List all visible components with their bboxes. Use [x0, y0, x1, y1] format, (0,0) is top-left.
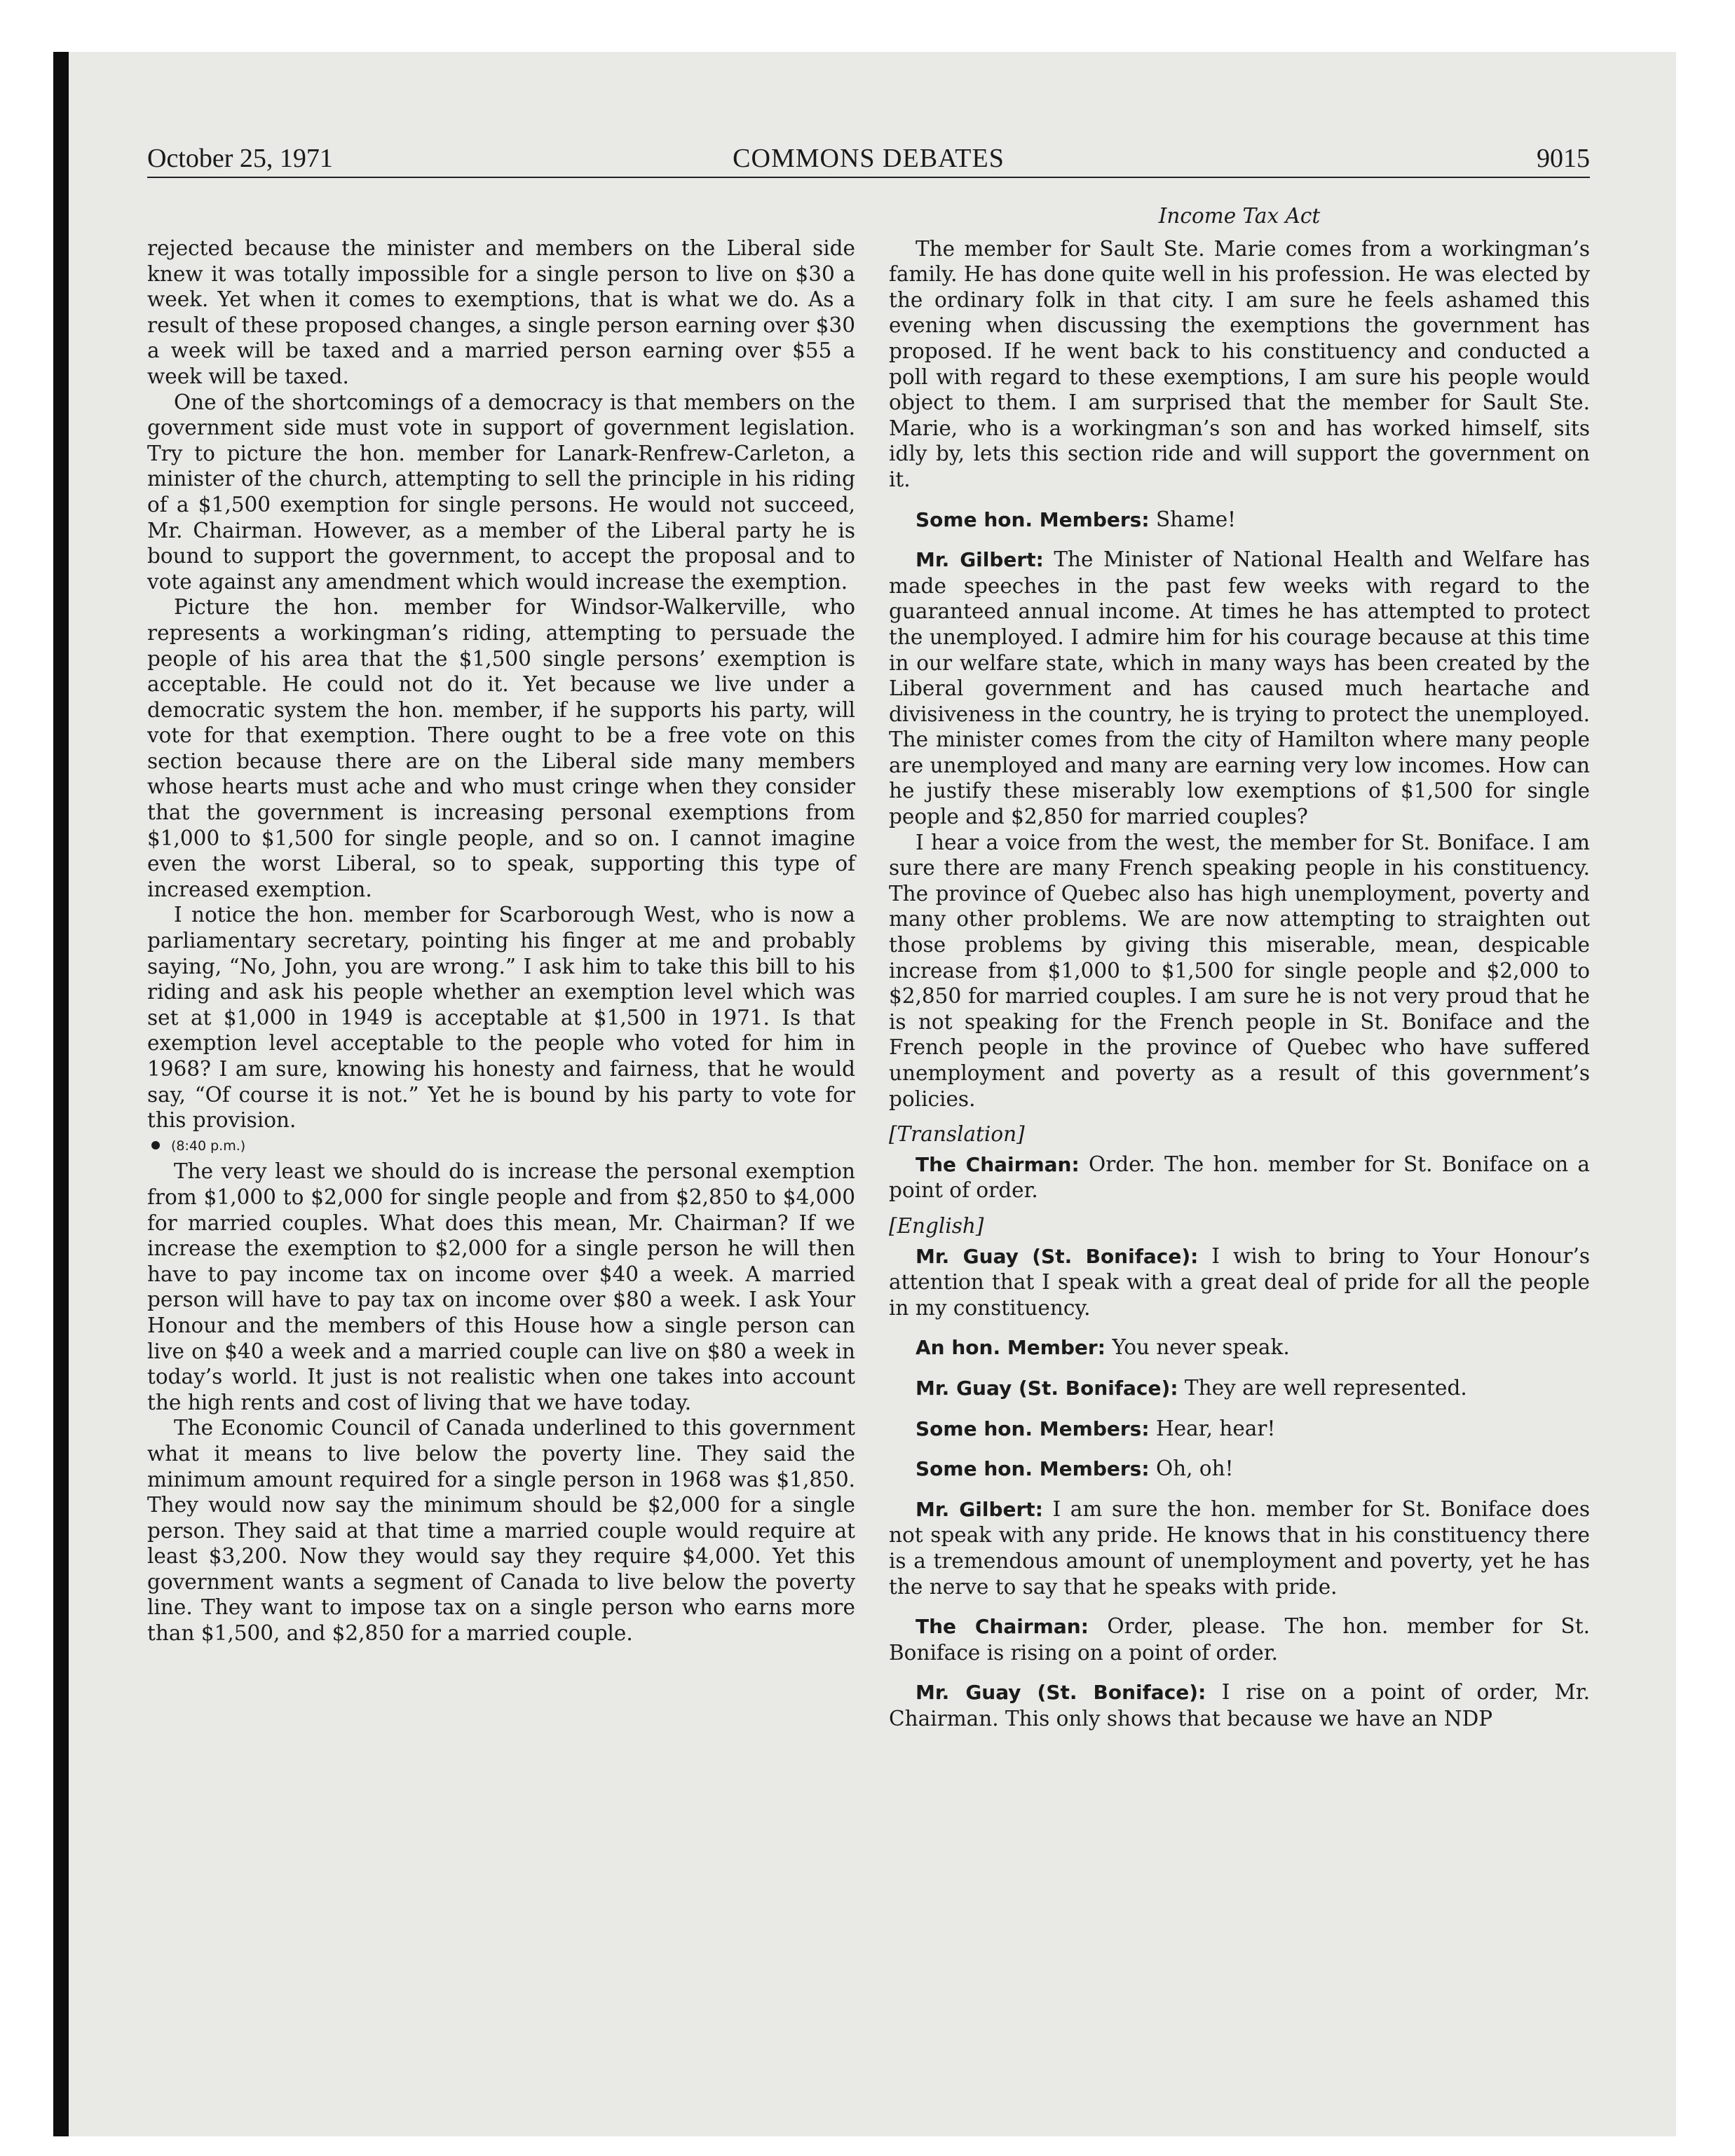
procedural-note: [Translation] — [889, 1122, 1025, 1147]
speaker-name: An hon. Member: — [916, 1336, 1105, 1360]
binding-edge — [53, 52, 69, 2136]
speech-text: Hear, hear! — [1155, 1416, 1276, 1440]
speech-entry — [889, 1375, 1590, 1402]
left-column — [147, 236, 855, 1646]
speech-entry — [889, 1416, 1590, 1442]
speaker-name: Some hon. Members: — [916, 1457, 1150, 1481]
speaker-name: The Chairman: — [916, 1615, 1089, 1639]
header-title: COMMONS DEBATES — [733, 144, 1005, 173]
paragraph: I hear a voice from the west, the member for St. Boniface. I am sure there are many French speaking people in his constituency. The province of Quebec also has high unemployment, poverty and many other problems. We are now attempting to straighten out those problems by giving this miserable, mean, despicable increase from $1,000 to $1,500 for single people and $2,000 to $2,850 for married couples. I am sure he is not very proud that he is not speaking for the French people in St. Boniface and the French people in the province of Quebec who have suffered unemployment and poverty as a result of this government’s policies. — [889, 830, 1590, 1111]
speaker-name: Mr. Guay (St. Boniface): — [916, 1376, 1178, 1400]
speech-entry — [889, 547, 1590, 830]
speech-text: Shame! — [1155, 507, 1237, 531]
bullet-icon — [151, 1141, 160, 1149]
speaker-name: Some hon. Members: — [916, 1417, 1150, 1440]
speech-entry — [889, 1335, 1590, 1361]
paragraph: The Economic Council of Canada underlined to this government what it means to live below the poverty line. They said the minimum amount required for a single person in 1968 was $1,850. They would now say the minimum should be $2,000 for a single person. They said at that time a married couple would require at least $3,200. Now they would say they require $4,000. Yet this government wants a segment of Canada to live below the poverty line. They want to impose tax on a single person who earns more than $1,500, and $2,850 for a married couple. — [147, 1416, 855, 1646]
speaker-name: Mr. Guay (St. Boniface): — [916, 1681, 1206, 1705]
speech-text: I wish to bring to Your Honour’s attention that I speak with a great deal of pride for all the people in my constituency. — [889, 1243, 1590, 1320]
speaker-name: Mr. Guay (St. Boniface): — [916, 1244, 1199, 1268]
speech-entry — [889, 1679, 1590, 1731]
speech-text: The Minister of National Health and Welfare has made speeches in the past few weeks with regard to the guaranteed annual income. At times he has attempted to protect the unemployed. I admire him for his courage because at this time in our welfare state, which in many ways has been created by the Liberal government and has caused much heartache and divisiveness in the country, he is trying to protect the unemployed. The minister comes from the city of Hamilton where many people are unemployed and many are earning very low incomes. How can he justify these miserably low exemptions of $1,500 for single people and $2,850 for married couples? — [889, 547, 1591, 829]
speech-text: They are well represented. — [1184, 1375, 1467, 1400]
speech-entry — [889, 1613, 1590, 1665]
speech-entry — [889, 1243, 1590, 1321]
speaker-name: Mr. Gilbert: — [916, 1497, 1043, 1521]
paragraph: The very least we should do is increase the personal exemption from $1,000 to $2,000 for single people and from $2,850 to $4,000 for married couples. What does this mean, Mr. Chairman? If we increase the exemption to $2,000 for a single person he will then have to pay income tax on income over $40 a week. A married person will have to pay tax on income over $80 a week. I ask Your Honour and the members of this House how a single person can live on $40 a week and a married couple can live on $80 a week in today’s world. It just is not realistic when one takes into account the high rents and cost of living that we have today. — [147, 1159, 855, 1414]
speaker-name: The Chairman: — [916, 1152, 1080, 1176]
speech-entry — [889, 1152, 1590, 1203]
header-page-number: 9015 — [1537, 144, 1590, 173]
paragraph: One of the shortcomings of a democracy is that members on the government side must vote in support of government legislation. Try to picture the hon. member for Lanark-Renfrew-Carleton, a minister of the church, attempting to sell the principle in his riding of a $1,500 exemption for single persons. He would not succeed, Mr. Chairman. However, as a member of the Liberal party he is bound to support the government, to accept the proposal and to vote against any amendment which would increase the exemption. — [147, 390, 855, 594]
paragraph: I notice the hon. member for Scarborough West, who is now a parliamentary secretary, pointing his finger at me and probably saying, “No, John, you are wrong.” I ask him to take this bill to his riding and ask his people whether an exemption level which was set at $1,000 in 1949 is acceptable at $1,500 in 1971. Is that exemption level acceptable to the people who voted for him in 1968? I am sure, knowing his honesty and fairness, that he would say, “Of course it is not.” Yet he is bound by his party to vote for this provision. — [147, 903, 855, 1133]
paragraph: The member for Sault Ste. Marie comes from a workingman’s family. He has done quite well in his profession. He was elected by the ordinary folk in that city. I am sure he feels ashamed this evening when discussing the exemptions the government has proposed. If he went back to his constituency and conducted a poll with regard to these exemptions, I am sure his people would object to them. I am surprised that the member for Sault Ste. Marie, who is a workingman’s son and has worked himself, sits idly by, lets this section ride and will support the government on it. — [889, 236, 1590, 491]
page-header — [147, 144, 1590, 178]
header-date: October 25, 1971 — [147, 144, 333, 173]
speaker-name: Mr. Gilbert: — [916, 548, 1044, 572]
timestamp-text: (8:40 p.m.) — [171, 1138, 246, 1154]
speech-entry — [889, 507, 1590, 533]
speech-text: Oh, oh! — [1155, 1456, 1234, 1481]
speech-text: Order. The hon. member for St. Boniface on a point of order. — [889, 1152, 1590, 1203]
speech-text: I am sure the hon. member for St. Boniface does not speak with any pride. He knows that in his constituency there is a tremendous amount of unemployment and poverty, yet he has the nerve to say that he speaks with pride. — [889, 1496, 1590, 1599]
speech-entry — [889, 1456, 1590, 1482]
paragraph: rejected because the minister and members on the Liberal side knew it was totally impossible for a single person to live on $30 a week. Yet when it comes to exemptions, that is what we do. As a result of these proposed changes, a single person earning over $30 a week will be taxed and a married person earning over $55 a week will be taxed. — [147, 236, 855, 388]
speech-text: You never speak. — [1112, 1335, 1290, 1360]
procedural-note: [English] — [889, 1213, 984, 1238]
running-head: Income Tax Act — [1158, 204, 1321, 228]
right-column — [889, 203, 1590, 1731]
speech-entry — [889, 1496, 1590, 1599]
speech-text: I rise on a point of order, Mr. Chairman. This only shows that because we have an NDP — [889, 1680, 1590, 1731]
speech-text: Order, please. The hon. member for St. Boniface is rising on a point of order. — [889, 1614, 1590, 1665]
speaker-name: Some hon. Members: — [916, 507, 1150, 531]
paragraph: Picture the hon. member for Windsor-Walkerville, who represents a workingman’s riding, attempting to persuade the people of his area that the $1,500 single persons’ exemption is acceptable. He could not do it. Yet because we live under a democratic system the hon. member, if he supports his party, will vote for that exemption. There ought to be a free vote on this section because there are on the Liberal side many members whose hearts must ache and who must cringe when they consider that the government is increasing personal exemptions from $1,000 to $1,500 for single people, and so on. I cannot imagine even the worst Liberal, so to speak, supporting this type of increased exemption. — [147, 595, 855, 901]
timestamp-marker — [147, 1133, 855, 1159]
